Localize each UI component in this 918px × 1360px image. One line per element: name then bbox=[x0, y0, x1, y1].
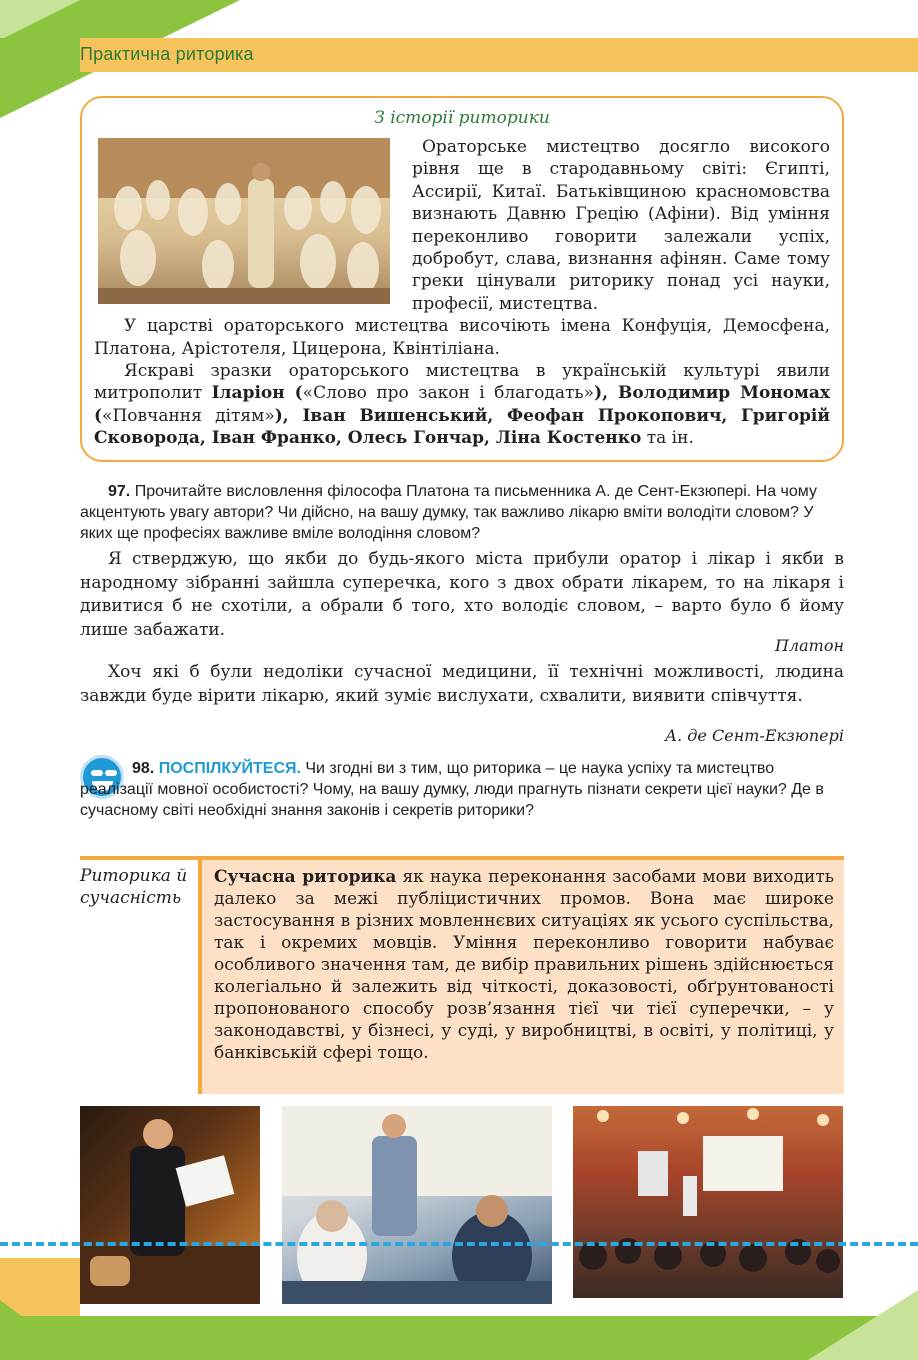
footer-decoration bbox=[0, 1300, 80, 1360]
business-meeting-photo bbox=[282, 1106, 552, 1304]
quote-author-saint-exupery: А. де Сент-Екзюпері bbox=[665, 726, 844, 745]
history-text bbox=[94, 136, 830, 450]
courtroom-speaker-photo bbox=[80, 1106, 260, 1304]
modern-rhetoric-text bbox=[214, 866, 834, 1064]
text-run: «Повчання дітям» bbox=[102, 405, 275, 426]
quote-saint-exupery: Хоч які б були недоліки сучасної медицини, її технічні можливості, людина завжди буде вірити лікарю, який зуміє вислухати, схвалити, виявити співчуття. bbox=[80, 662, 844, 706]
conference-hall-photo bbox=[573, 1106, 843, 1298]
bold-run: ), Іван Вишенський, Феофан Прокопович, Григорій Сковорода, Іван Франко, Олесь Гончар, Ліна Костенко bbox=[94, 405, 831, 449]
bold-run: Іларіон ( bbox=[211, 383, 303, 404]
history-title: З історії риторики bbox=[374, 108, 550, 128]
exercise-text: Чи згодні ви з тим, що риторика – це наука успіху та мистецтво реалізації мовної особистості? Чому, на вашу думку, люди прагнуть пізнати секрети цієї науки? Де в сучасному світі необхідні знання законів і секретів риторики? bbox=[80, 760, 824, 819]
icon-spacer bbox=[80, 772, 132, 773]
page-header-title: Практична риторика bbox=[80, 44, 254, 64]
exercise-number: 98. bbox=[132, 760, 155, 777]
history-paragraph-2: У царстві ораторського мистецтва височіють імена Конфуція, Демосфена, Платона, Арістотеля, Цицерона, Квінтіліана. bbox=[94, 316, 830, 359]
bold-term: Сучасна риторика bbox=[214, 867, 397, 887]
margin-note: Риторика й сучасність bbox=[80, 866, 188, 908]
footer-decoration bbox=[808, 1290, 918, 1360]
history-paragraph-1: Ораторське мистецтво досягло високого рівня ще в стародавньому світі: Єгипті, Ассирії, Китаї. Батьківщиною красномовства визнають Давню Грецію (Афіни). Від уміння переконливо говорити залежали успіх, добробут, слава, визнання афінян. Саме тому греки цінували риторику понад усі науки, професії, мистецтва. bbox=[412, 137, 830, 314]
photo-illustration bbox=[573, 1106, 843, 1298]
photo-illustration bbox=[282, 1106, 552, 1304]
exercise-text: Прочитайте висловлення філософа Платона та письменника А. де Сент-Екзюпері. На чому акцентують увагу автори? Чи дійсно, на вашу думку, так важливо лікарю вміти володіти словом? У яких ще професіях важливе вміле володіння словом? bbox=[80, 483, 817, 542]
exercise-97-task bbox=[80, 481, 844, 544]
modern-rhetoric-box bbox=[198, 856, 844, 1094]
photo-illustration bbox=[80, 1106, 260, 1304]
quote-author-plato: Платон bbox=[774, 636, 844, 655]
footer-strip bbox=[0, 1316, 918, 1360]
history-paragraph-3 bbox=[94, 360, 830, 450]
header-bar bbox=[0, 38, 918, 72]
exercise-highlight: ПОСПІЛКУЙТЕСЯ. bbox=[158, 760, 301, 777]
text-run: Яскраві зразки ораторського мистецтва в українській культурі явили митрополит bbox=[94, 361, 830, 404]
header-decoration bbox=[0, 72, 80, 116]
history-infobox bbox=[80, 96, 844, 462]
header-left-accent bbox=[0, 38, 80, 72]
text-run: «Слово про закон і благодать» bbox=[302, 383, 595, 404]
dashed-cut-line bbox=[0, 1242, 918, 1246]
quote-plato: Я стверджую, що якби до будь-якого міста прибули оратор і лікар і якби в народному зібранні зайшла суперечка, кого з двох обрати лікарем, то на лікаря і дивитися б не схотіли, а обрали б того, хто володіє словом, – варто було б йому лише забажати. bbox=[80, 549, 844, 640]
exercise-number: 97. bbox=[108, 483, 131, 500]
text-run: та ін. bbox=[641, 428, 694, 449]
corner-decoration-light bbox=[0, 0, 80, 40]
bold-run: ), Володимир Мономах ( bbox=[94, 383, 830, 426]
exercise-98-task bbox=[80, 758, 844, 821]
text-run: як наука переконання засобами мови виходить далеко за межі публіцистичних промов. Вона має широке застосування в різних мовленнєвих ситуаціях як усього суспільства, так і окремих мовців. Уміння переконливо говорити набуває особливого значення там, де вибір правильних рішень здійснюється колегіально й залежить від чіткості, доказовості, обґрунтованості пропонованого способу розв’язання тієї чи тієї суперечки, – у законодавстві, у бізнесі, у суді, у виробництві, в освіті, у політиці, у банківській сфері тощо. bbox=[214, 867, 834, 1063]
